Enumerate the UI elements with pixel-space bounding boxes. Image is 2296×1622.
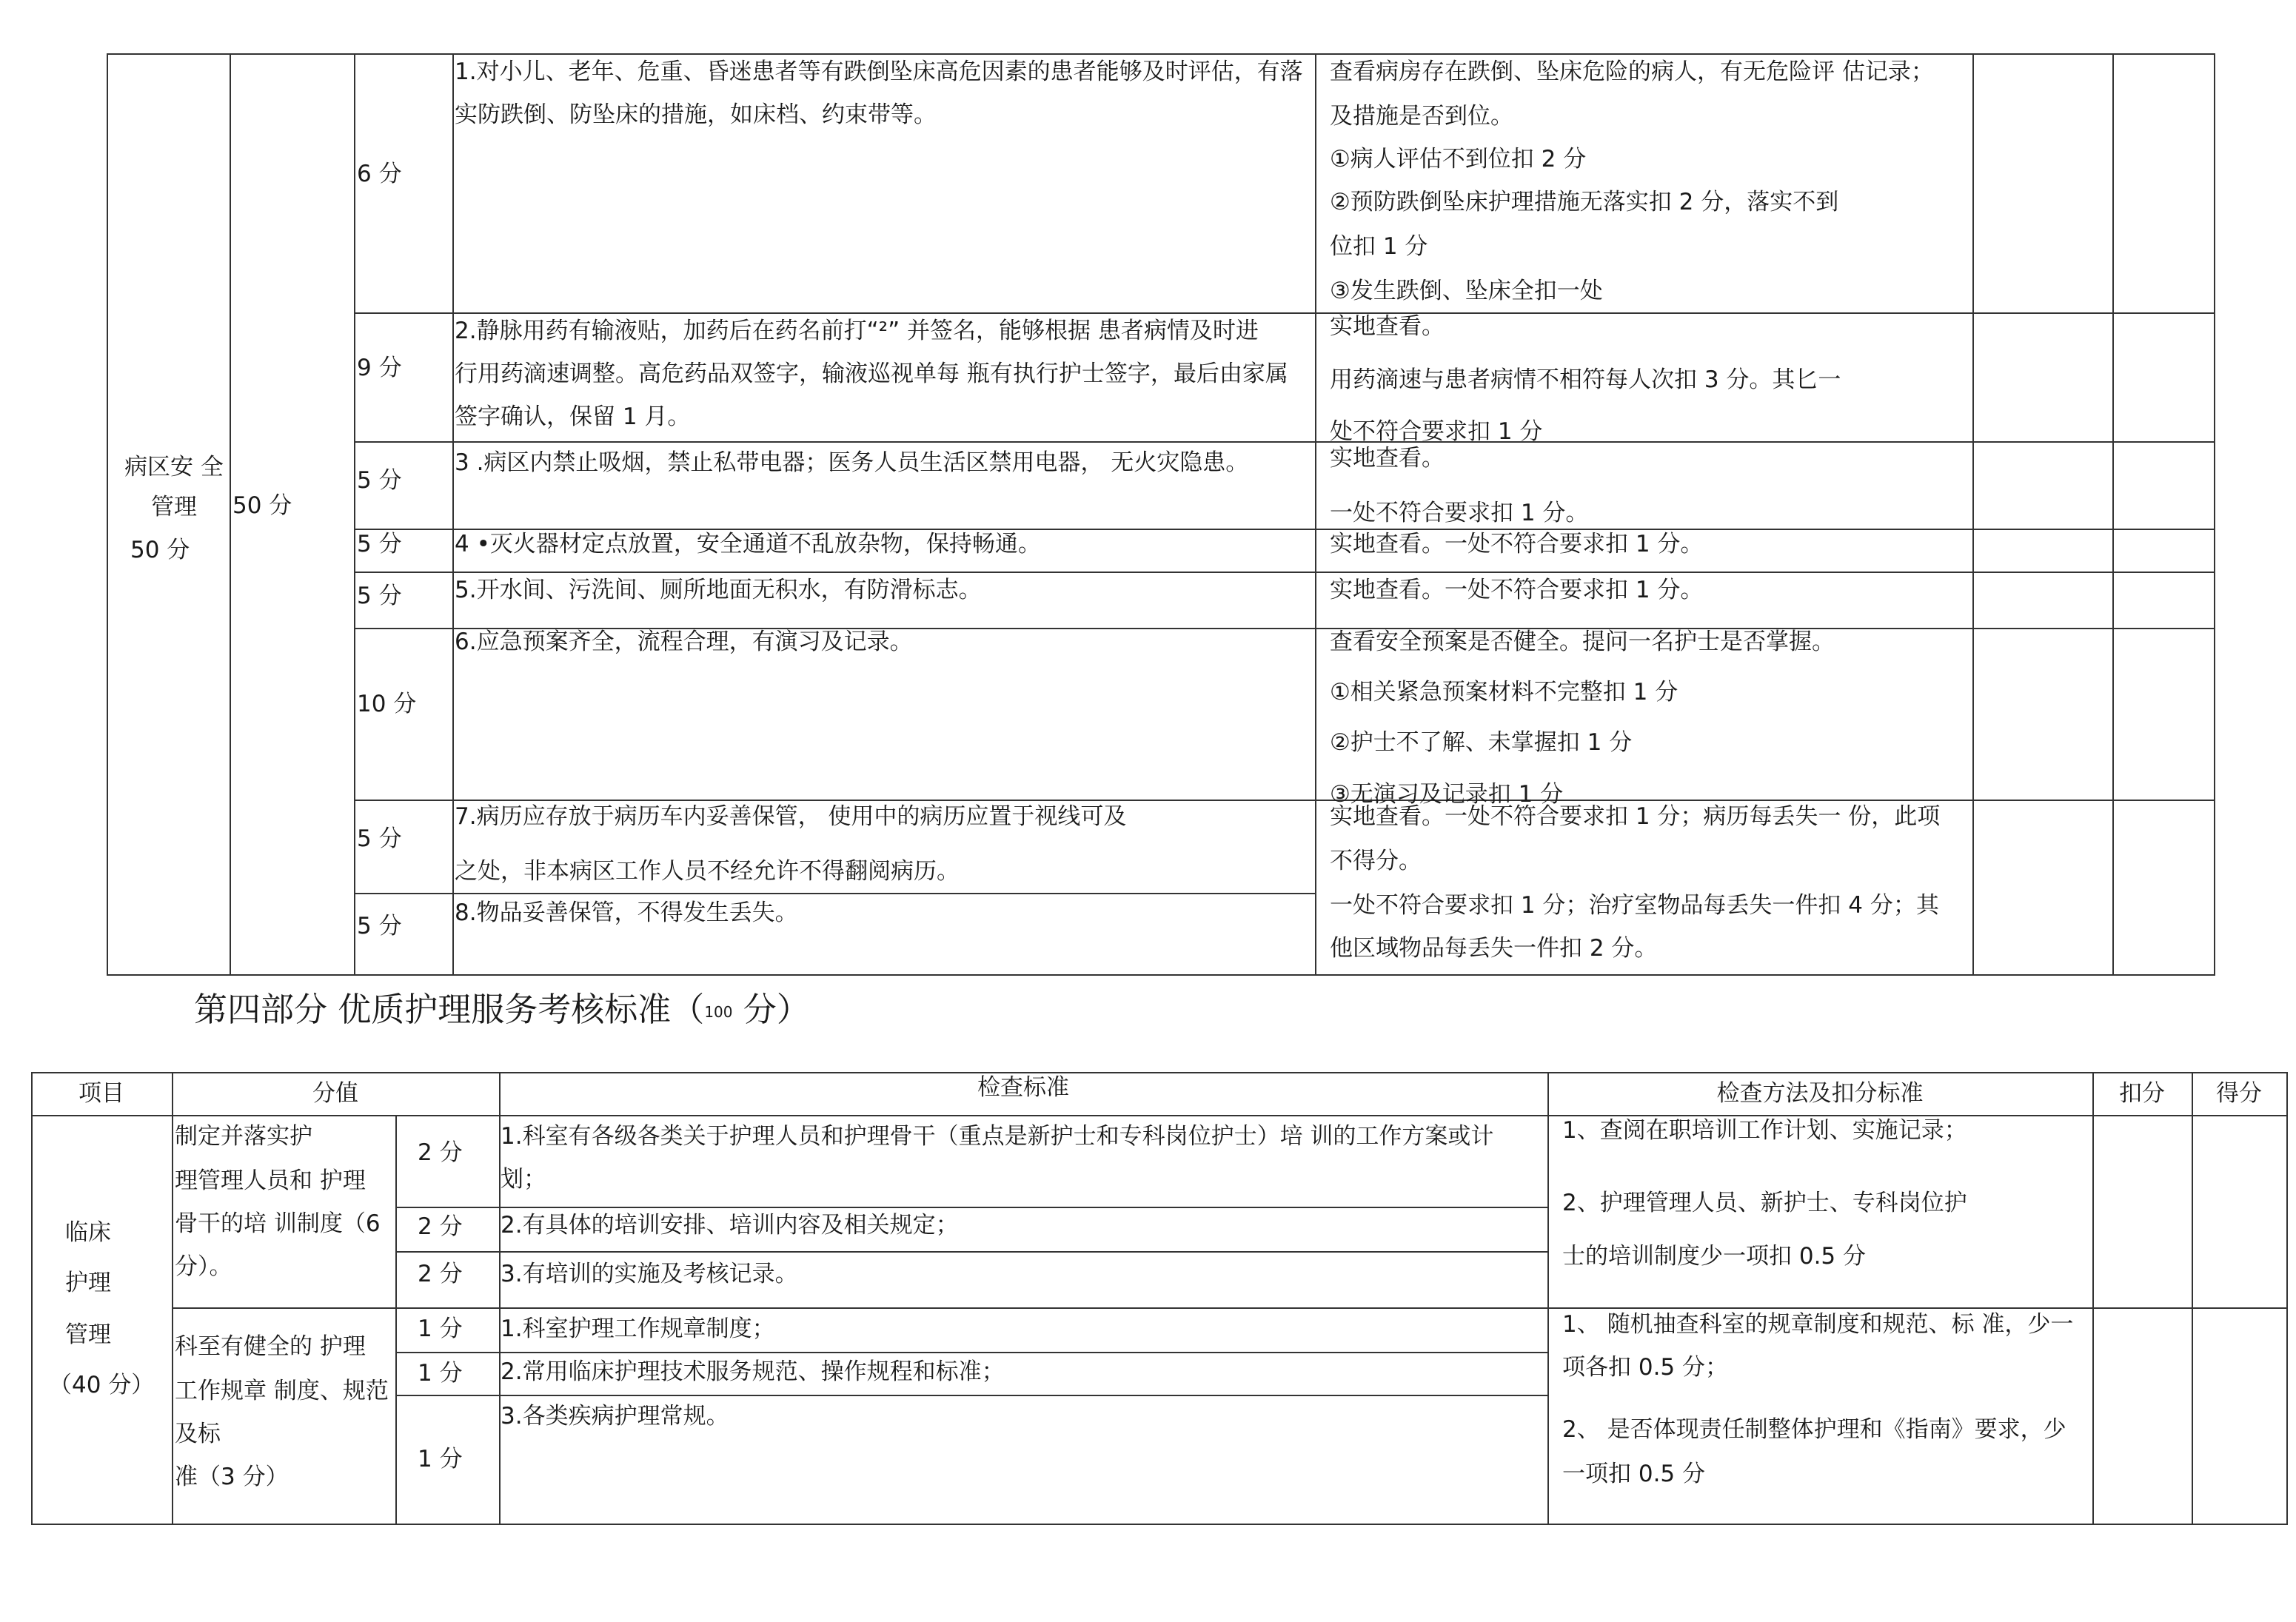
row-method-line: 查看安全预案是否健全。提问一名护士是否掌握。	[1330, 629, 1835, 655]
category-line: （40 分）	[49, 1372, 155, 1398]
category-label-line-1: 病区安 全	[124, 454, 224, 480]
group-method-line: 1、查阅在职培训工作计划、实施记录；	[1562, 1117, 1967, 1144]
row-criteria-line: 之处，非本病区工作人员不经允许不得翻阅病历。	[455, 858, 960, 885]
row-method-line: 位扣 1 分	[1330, 233, 1428, 260]
row-method-line: 不得分。	[1330, 848, 1422, 874]
row-criteria: 4 •灭火器材定点放置，安全通道不乱放杂物，保持畅通。	[455, 531, 1041, 557]
group-row-criteria-line: 划；	[501, 1166, 546, 1193]
group-row-criteria-line: 3.各类疾病护理常规。	[501, 1403, 729, 1430]
group-row-criteria-line: 1.科室护理工作规章制度；	[501, 1316, 775, 1342]
row-score: 10 分	[357, 691, 417, 717]
row-method-line: 一处不符合要求扣 1 分；治疗室物品每丢失一件扣 4 分；其	[1330, 892, 1939, 919]
total-score: 50 分	[232, 492, 292, 519]
row-method-line: ③发生跌倒、坠床全扣一处	[1330, 278, 1603, 304]
header-earned: 得分	[2216, 1080, 2262, 1107]
group-method-line: 一项扣 0.5 分	[1562, 1461, 1706, 1487]
group-method-line: 项各扣 0.5 分；	[1562, 1354, 1729, 1381]
row-score: 5 分	[357, 531, 402, 557]
row-score: 5 分	[357, 825, 402, 852]
row-score: 9 分	[357, 355, 402, 381]
section-title-end: 分）	[732, 990, 810, 1029]
header-score: 分值	[312, 1080, 358, 1107]
category-label-line-2: 管理	[151, 494, 197, 520]
group-row-score: 2 分	[418, 1213, 463, 1240]
group-row-criteria-line: 2.有具体的培训安排、培训内容及相关规定；	[501, 1212, 959, 1239]
category-label-line-3: 50 分	[130, 537, 190, 563]
group-row-criteria-line: 3.有培训的实施及考核记录。	[501, 1261, 798, 1287]
row-method-line: ③无演习及记录扣 1 分	[1330, 781, 1564, 808]
header-item: 项目	[78, 1080, 124, 1107]
row-method-line: 他区域物品每丢失一件扣 2 分。	[1330, 935, 1658, 962]
row-score: 5 分	[357, 467, 402, 494]
row-method-line: 及措施是否到位。	[1330, 103, 1513, 130]
row-method-line: 处不符合要求扣 1 分	[1330, 418, 1543, 445]
group-name-line: 分）。	[175, 1253, 232, 1280]
group-name-line: 及标	[175, 1421, 221, 1447]
row-method-line: 一处不符合要求扣 1 分。	[1330, 500, 1589, 526]
row-method-line: ①相关紧急预案材料不完整扣 1 分	[1330, 679, 1679, 706]
group-method-line: 2、护理管理人员、新护士、专科岗位护	[1562, 1190, 1967, 1216]
row-method-line: ②预防跌倒坠床护理措施无落实扣 2 分，落实不到	[1330, 189, 1839, 215]
row-method-line: 实地查看。	[1330, 445, 1445, 472]
group-name-line: 骨干的培 训制度（6	[175, 1210, 381, 1237]
row-method-line: 实地查看。	[1330, 313, 1445, 340]
row-criteria-line: 7.病历应存放于病历车内妥善保管， 使用中的病历应置于视线可及	[455, 803, 1127, 830]
group-method-line: 2、 是否体现责任制整体护理和《指南》要求，少	[1562, 1416, 2066, 1443]
group-row-score: 2 分	[418, 1261, 463, 1287]
category-line: 护理	[65, 1270, 111, 1296]
section-title-small: 100	[704, 1003, 733, 1021]
group-row-criteria-line: 2.常用临床护理技术服务规范、操作规程和标准；	[501, 1358, 1005, 1385]
row-criteria: 3 .病区内禁止吸烟，禁止私带电器；医务人员生活区禁用电器， 无火灾隐患。	[455, 449, 1249, 476]
category-line: 临床	[65, 1219, 111, 1246]
group-method-line: 士的培训制度少一项扣 0.5 分	[1562, 1243, 1867, 1270]
group-row-criteria-line: 1.科室有各级各类关于护理人员和护理骨干（重点是新护士和专科岗位护士）培 训的工作方案或计	[501, 1123, 1494, 1150]
row-score: 5 分	[357, 913, 402, 939]
group-row-score: 1 分	[418, 1316, 463, 1342]
row-method-line: 查看病房存在跌倒、坠床危险的病人，有无危险评 估记录；	[1330, 58, 1934, 85]
header-deduct: 扣分	[2119, 1080, 2165, 1107]
row-criteria: 5.开水间、污洗间、厕所地面无积水，有防滑标志。	[455, 577, 982, 603]
row-criteria: 1.对小儿、老年、危重、昏迷患者等有跌倒坠床高危因素的患者能够及时评估，有落实防跌倒、防坠床的措施，如床档、约束带等。	[455, 58, 1303, 128]
row-criteria: 6.应急预案齐全，流程合理，有演习及记录。	[455, 629, 913, 655]
group-name-line: 科至有健全的 护理	[175, 1333, 366, 1360]
row-criteria-line: 2.静脉用药有输液贴，加药后在药名前打“²” 并签名，能够根据 患者病情及时进	[455, 318, 1259, 344]
category-line: 管理	[65, 1321, 111, 1348]
row-criteria-line: 行用药滴速调整。高危药品双签字，输液巡视单每 瓶有执行护士签字，最后由家属	[455, 361, 1288, 387]
row-criteria: 8.物品妥善保管，不得发生丢失。	[455, 899, 798, 926]
section-title-main: 第四部分 优质护理服务考核标准（	[194, 990, 705, 1029]
row-score: 6 分	[357, 161, 402, 187]
group-name-line: 工作规章 制度、规范	[175, 1378, 389, 1404]
row-method-line: ①病人评估不到位扣 2 分	[1330, 146, 1587, 172]
row-criteria-line: 签字确认，保留 1 月。	[455, 403, 691, 430]
group-name-line: 准（3 分）	[175, 1464, 289, 1490]
header-method: 检查方法及扣分标准	[1716, 1080, 1924, 1107]
row-method-line: 实地查看。一处不符合要求扣 1 分。	[1330, 531, 1704, 557]
group-method-line: 1、 随机抽查科室的规章制度和规范、标 准，少一	[1562, 1311, 2074, 1338]
row-method-line: 用药滴速与患者病情不相符每人次扣 3 分。其匕一	[1330, 366, 1841, 393]
section-title	[194, 988, 810, 1034]
group-row-score: 1 分	[418, 1446, 463, 1472]
row-score: 5 分	[357, 583, 402, 609]
row-method-line: 实地查看。一处不符合要求扣 1 分。	[1330, 577, 1704, 603]
group-row-score: 2 分	[418, 1139, 463, 1166]
row-method-line: 实地查看。一处不符合要求扣 1 分；病历每丢失一 份，此项	[1330, 803, 1941, 830]
group-name-line: 理管理人员和 护理	[175, 1167, 366, 1194]
group-name-line: 制定并落实护	[175, 1123, 312, 1150]
header-criteria: 检查标准	[977, 1074, 1069, 1101]
row-method-line: ②护士不了解、未掌握扣 1 分	[1330, 729, 1633, 756]
group-row-score: 1 分	[418, 1360, 463, 1387]
